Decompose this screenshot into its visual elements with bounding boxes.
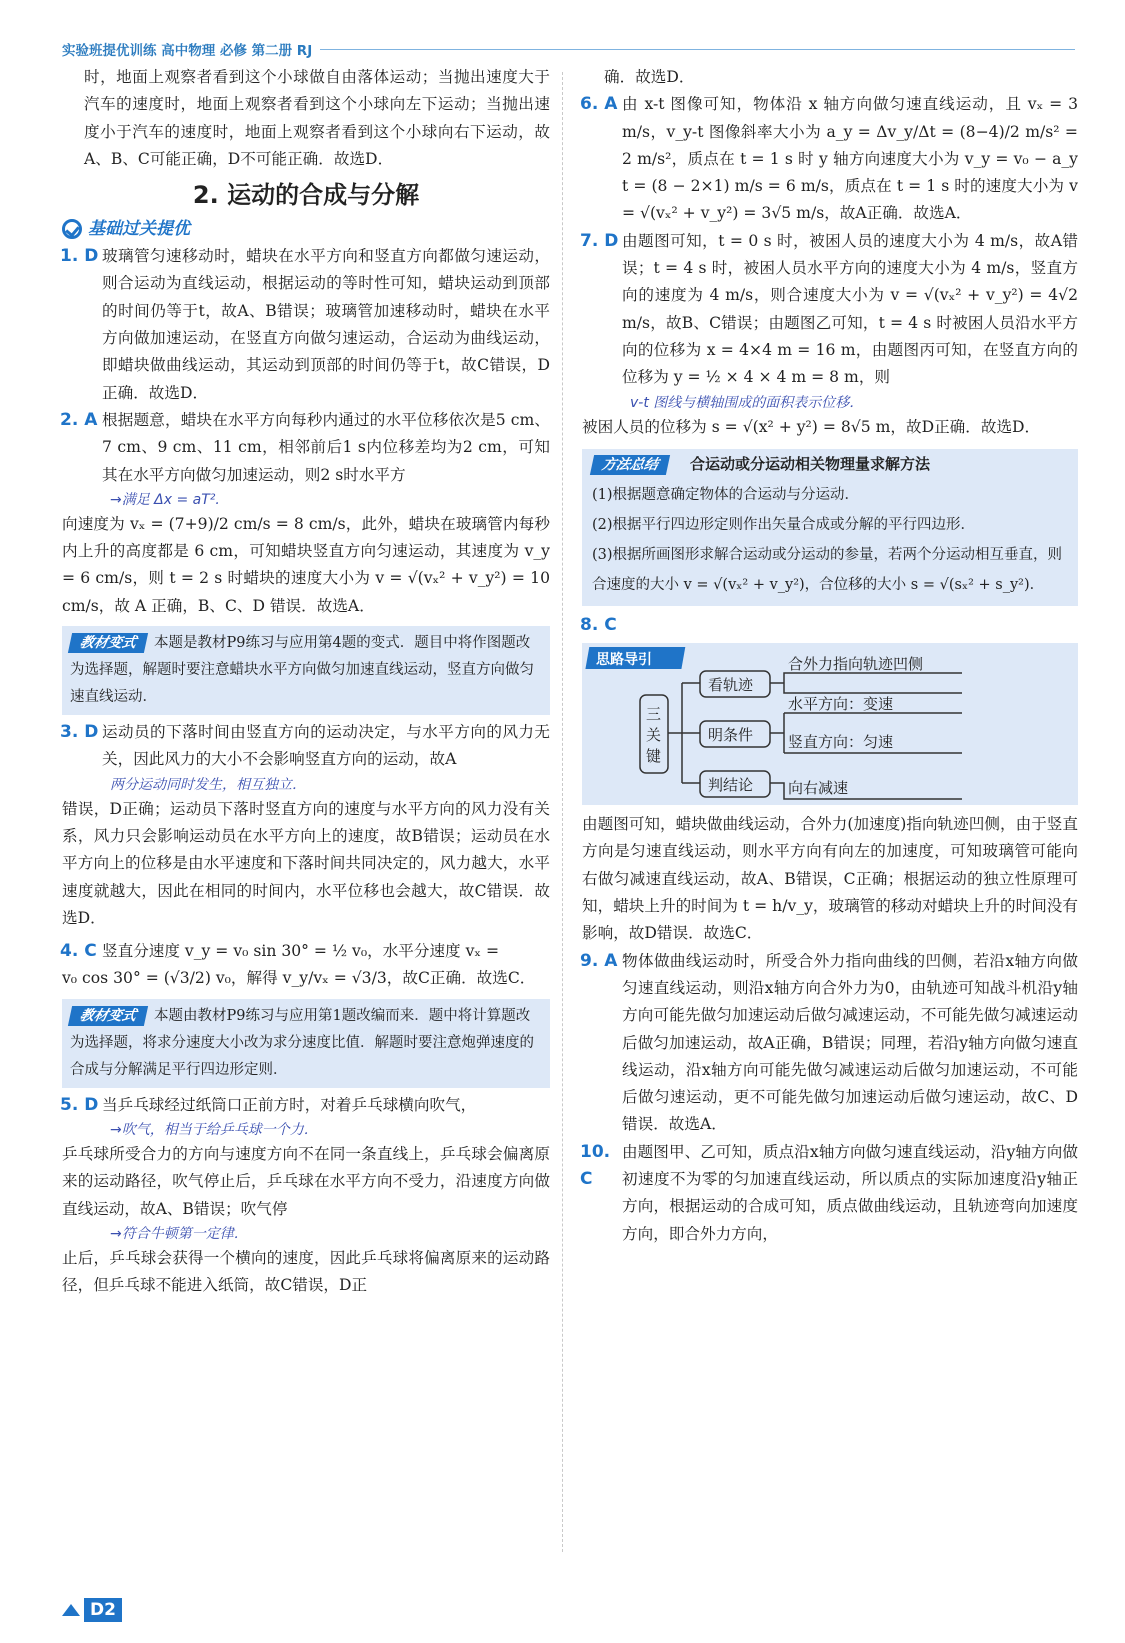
section-title: 2. 运动的合成与分解 [192,181,420,210]
answer-10 [582,1139,1078,1248]
method-item: (2)根据平行四边形定则作出矢量合成或分解的平行四边形． [592,516,976,533]
answer-1 [62,243,550,407]
answer-text: 竖直分速度 v_y = v₀ sin 30° = ½ v₀，水平分速度 vₓ = [102,942,500,961]
answer-7 [582,228,1078,392]
root-connectors [668,683,700,783]
leaf-label-4: 向右减速 [788,779,849,798]
box-tag: 教材变式 [68,1006,148,1026]
handwritten-note: →吹气，相当于给乒乓球一个力． [110,1122,318,1139]
answer-number: 5. D [60,1094,99,1115]
handwritten-note: →满足 Δx = aT². [110,491,220,508]
column-divider [562,72,563,1552]
answer-text-continued: 错误，D正确；运动员下落时竖直方向的速度与水平方向的风力没有关系，风力只会影响运动员在水平方向上的速度，故B错误；运动员在水平方向上的位移是由水平速度和下落时间共同决定的，风力越大，水平速度就越大，因此在相同的时间内，水平位移也会越大，故C错误．故选D． [62,799,550,927]
leaf-label-1: 合外力指向轨迹凹侧 [788,655,924,674]
answer-number: 7. D [580,230,619,251]
page-number-label: D2 [84,1598,122,1622]
answer-text-continued: v₀ cos 30° = (√3/2) v₀，解得 v_y/vₓ = √3/3，故C正确．故选C． [62,969,536,988]
answer-number: 4. C [60,941,97,962]
intro-paragraph: 时，地面上观察者看到这个小球做自由落体运动；当抛出速度大于汽车的速度时，地面上观察者看到这个小球向左下运动；当抛出速度小于汽车的速度时，地面上观察者看到这个小球向右下运动，故A、B、C可能正确，D不可能正确．故选D． [84,68,550,168]
answer-number: 1. D [60,246,99,267]
root-char-3: 键 [646,747,662,766]
answer-text: 根据题意，蜡块在水平方向每秒内通过的水平位移依次是5 cm、7 cm、9 cm、11 cm，相邻前后1 s内位移差均为2 cm，可知其在水平方向做匀加速运动，则2 s时水平方 [102,410,550,484]
box-text: 本题由教材P9练习与应用第1题改编而来．题中将计算题改为选择题，将求分速度大小改为求分速度比值．解题时要注意炮弹速度的合成与分解满足平行四边形定则． [70,1007,534,1078]
answer-9 [582,948,1078,1139]
subsection-title [62,215,550,243]
answer-number: 3. D [60,722,99,743]
check-circle-icon [62,219,82,239]
handwritten-note: →符合牛顿第一定律． [110,1225,248,1242]
answer-text: 运动员的下落时间由竖直方向的运动决定，与水平方向的风力无关，因此风力的大小不会影响竖直方向的运动，故A [102,723,550,769]
answer-3 [62,719,550,774]
answer-4 [62,938,550,965]
subsection-label: 基础过关提优 [88,219,190,240]
answer-text-continued: 乒乓球所受合力的方向与速度方向不在同一条直线上，乒乓球会偏离原来的运动路径，吹气停止后，乒乓球在水平方向不受力，沿速度方向做直线运动，故A、B错误；吹气停 [62,1145,550,1218]
answer-text-continued: 向速度为 vₓ = (7+9)/2 cm/s = 8 cm/s，此外，蜡块在玻璃管内每秒内上升的高度都是 6 cm，可知蜡块竖直方向匀速运动，其速度为 v_y = 6 cm/s，则 t = 2 s 时蜡块的速度大小为 v = √(vₓ² + v_y²) = 10 cm/s，故 A 正确，B、C、D 错误．故选A． [62,514,550,615]
answer-number: 9. A [580,950,618,971]
textbook-variant-box [62,626,550,715]
answer-number: 8. C [580,614,617,635]
method-item: (3)根据所画图形求解合运动或分运动的参量，若两个分运动相互垂直，则合速度的大小 v = √(vₓ² + v_y²)，合位移的大小 s = √(sₓ² + s_y²)． [592,546,1063,593]
guide-tag: 思路导引 [596,652,652,669]
handwritten-note: 两分运动同时发生，相互独立． [110,776,306,793]
page-number [62,1598,122,1622]
leaf-label-3: 竖直方向：匀速 [788,733,894,752]
answer-text: 由 x-t 图像可知，物体沿 x 轴方向做匀速直线运动，且 vₓ = 3 m/s，v_y-t 图像斜率大小为 a_y = Δv_y/Δt = (8−4)/2 m/s² = 2 m/s²，质点在 t = 1 s 时 y 轴方向速度大小为 v_y = v₀ − a_y t = (8 − 2×1) m/s = 6 m/s，质点在 t = 1 s 时的速度大小为 v = √(vₓ² + v_y²) = 3√5 m/s，故A正确．故选A． [622,95,1078,223]
answer-number: 10. C [580,1141,611,1190]
left-column [62,64,550,1300]
right-column [582,64,1078,1248]
textbook-variant-box [62,999,550,1088]
answer-text: 由题图可知，t = 0 s 时，被困人员的速度大小为 4 m/s，故A错误；t = 4 s 时，被困人员水平方向的速度大小为 4 m/s，竖直方向的速度为 4 m/s，则合速度大小为 v = √(vₓ² + v_y²) = 4√2 m/s，故B、C错误；由题图乙可知，t = 4 s 时被困人员沿水平方向的位移为 x = 4×4 m = 16 m，由题图丙可知，在竖直方向的位移为 y = ½ × 4 × 4 m = 8 m，则 [622,231,1078,387]
method-title: 合运动或分运动相关物理量求解方法 [690,454,931,473]
handwritten-note: v-t 图线与横轴围成的面积表示位移． [630,394,864,411]
node-label-3: 判结论 [708,776,754,795]
method-item: (1)根据题意确定物体的合运动与分运动． [592,486,860,503]
method-summary-box [582,449,1078,606]
node-label-2: 明条件 [708,726,754,745]
thinking-guide-diagram [582,643,1078,805]
branch-1 [770,673,962,693]
answer-number: 6. A [580,94,618,115]
answer-5 [62,1092,550,1119]
answer-text: 玻璃管匀速移动时，蜡块在水平方向和竖直方向都做匀速运动，则合运动为直线运动，根据运动的等时性可知，蜡块运动到顶部的时间仍等于t，故A、B错误；玻璃管加速移动时，蜡块在水平方向做加速运动，在竖直方向做匀速运动，合运动为曲线运动，即蜡块做曲线运动，其运动到顶部的时间仍等于t，故C错误，D正确．故选D． [102,247,550,402]
arrow-up-icon [62,1604,80,1616]
answer-text-continued: 止后，乒乓球会获得一个横向的速度，因此乒乓球将偏离原来的运动路径，但乒乓球不能进入纸筒，故C错误，D正 [62,1248,550,1295]
answer-text-continued: 被困人员的位移为 s = √(x² + y²) = 8√5 m，故D正确．故选D． [582,417,1041,436]
answer-text: 由题图甲、乙可知，质点沿x轴方向做匀速直线运动，沿y轴方向做初速度不为零的匀加速直线运动，所以质点的实际加速度沿y轴正方向，根据运动的合成可知，质点做曲线运动，且轨迹弯向加速度方向，即合外力方向， [622,1142,1078,1243]
answer-6 [582,91,1078,227]
answer-8-text: 由题图可知，蜡块做曲线运动，合外力(加速度)指向轨迹凹侧，由于竖直方向是匀速直线运动，则水平方向有向左的加速度，可知玻璃管可能向右做匀减速直线运动，故A、B错误，C正确；根据运动的独立性原理可知，蜡块上升的时间为 t = h/v_y，玻璃管的移动对蜡块上升的时间没有影响，故D错误．故选C． [582,815,1078,943]
header-title: 实验班提优训练 高中物理 必修 第二册 RJ [62,43,313,59]
node-label-1: 看轨迹 [708,676,754,695]
leaf-label-2: 水平方向：变速 [788,695,894,714]
root-char-1: 三 [646,705,662,724]
page-header [62,36,1075,62]
answer-2 [62,407,550,489]
answer-number: 2. A [60,409,98,430]
continued-text: 确．故选D． [604,68,695,86]
answer-8 [582,612,1078,639]
answer-text: 物体做曲线运动时，所受合外力指向曲线的凹侧，若沿x轴方向做匀速直线运动，则沿x轴方向合外力为0，由轨迹可知战斗机沿y轴方向可能先做匀加速运动后做匀减速运动，不可能先做匀减速运动后做匀加速运动，故A正确，B错误；同理，若沿y轴方向做匀速直线运动，沿x轴方向可能先做匀减速运动后做匀加速运动，不可能后做匀速运动，更不可能先做匀加速运动后做匀速运动，故C、D错误．故选A． [622,951,1078,1134]
answer-text: 当乒乓球经过纸筒口正前方时，对着乒乓球横向吹气， [102,1095,477,1114]
guide-diagram-svg [582,643,1022,805]
header-rule [320,49,1075,50]
root-char-2: 关 [646,726,662,745]
box-text: 本题是教材P9练习与应用第4题的变式．题目中将作图题改为选择题，解题时要注意蜡块水平方向做匀加速直线运动，竖直方向做匀速直线运动． [70,635,534,706]
box-tag: 教材变式 [68,633,148,653]
box-tag: 方法总结 [590,455,670,475]
